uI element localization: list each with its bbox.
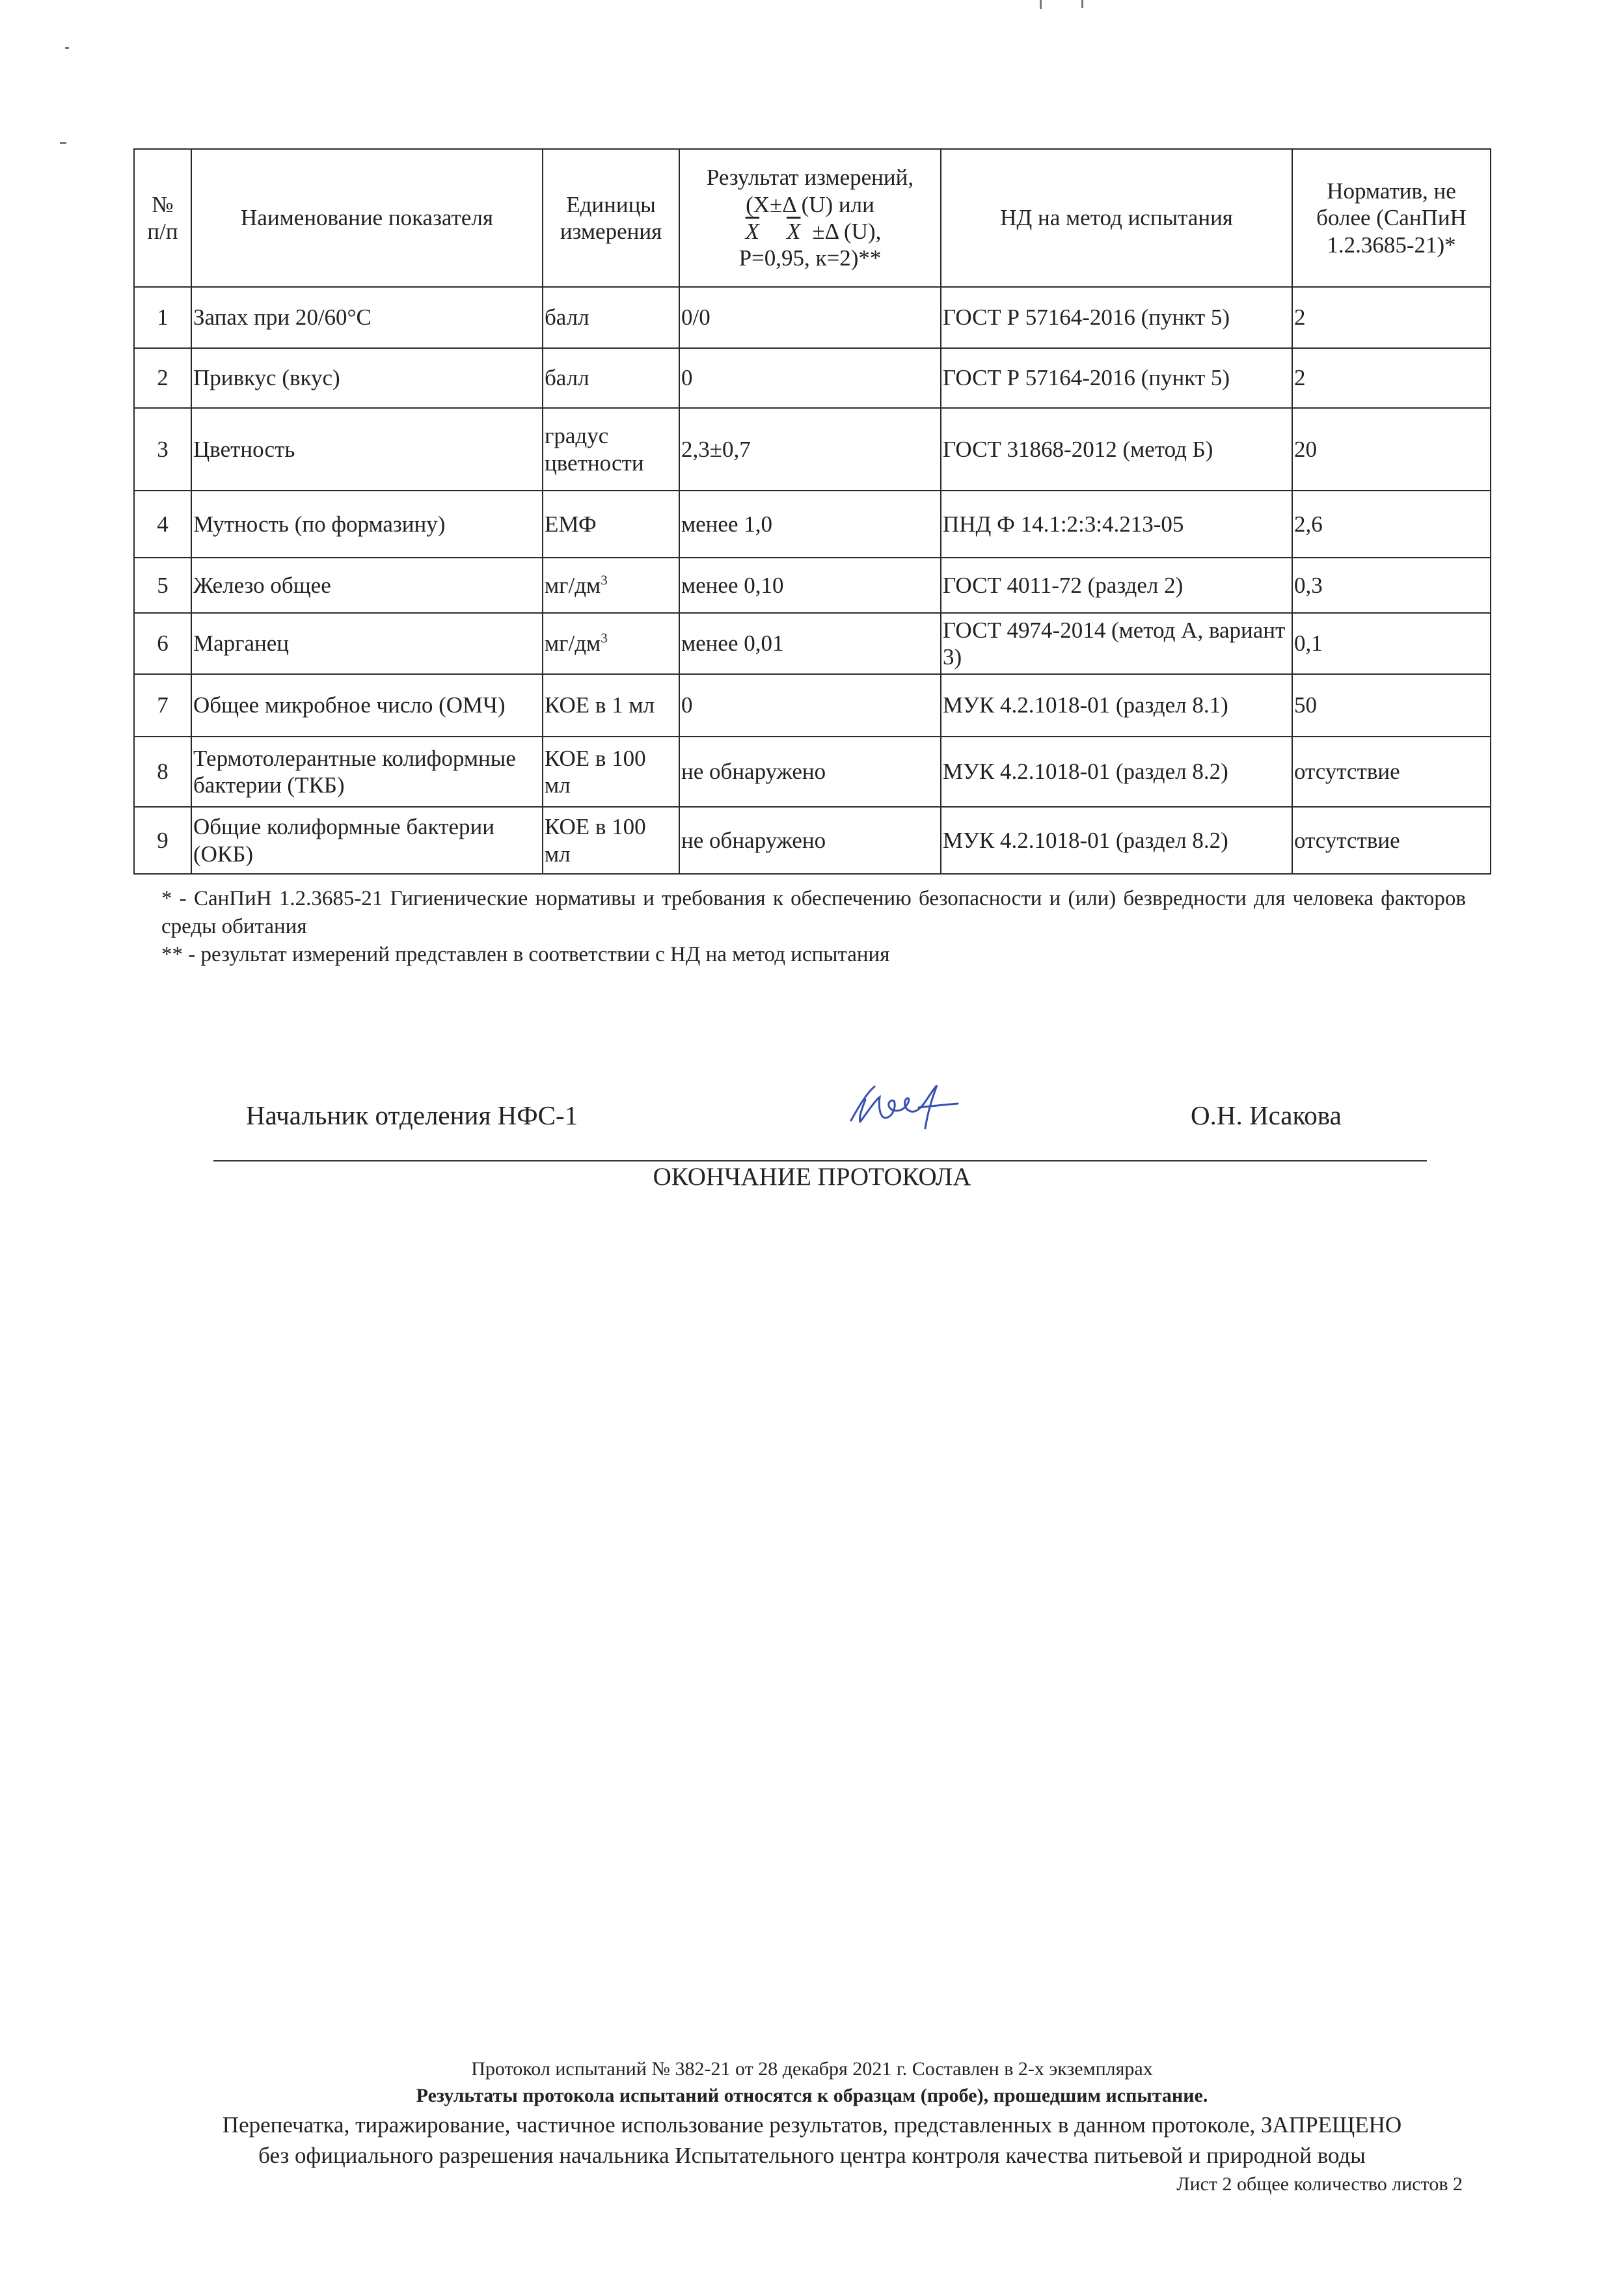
cell-parameter: Общие колиформные бактерии (ОКБ) [191,807,543,874]
table-header-row [134,149,1491,287]
handwritten-signature [846,1080,963,1132]
cell-norm: 0,1 [1292,613,1491,674]
cell-method: ГОСТ 4011-72 (раздел 2) [941,558,1292,613]
table-row [134,348,1491,408]
cell-unit-text: мг/дм [545,631,601,657]
cell-norm: 50 [1292,674,1491,737]
scan-artifact-left [65,47,69,49]
cell-number: 3 [134,408,191,491]
scan-artifact-top-2 [1081,0,1083,8]
cell-norm: отсутствие [1292,807,1491,874]
cell-unit-superscript: 3 [601,630,608,646]
cell-method: ГОСТ Р 57164-2016 (пункт 5) [941,348,1292,408]
header-result-formula-tail: ±Δ (U), [812,219,882,244]
header-parameter: Наименование показателя [191,149,543,287]
cell-number: 5 [134,558,191,613]
cell-unit [543,613,679,674]
cell-parameter: Марганец [191,613,543,674]
cell-result: 0/0 [679,287,941,348]
cell-unit: балл [543,348,679,408]
cell-result: не обнаружено [679,737,941,807]
footer-authorization: без официального разрешения начальника Испытательного центра контроля качества питьевой и природной воды [258,2143,1366,2169]
footnotes [161,885,1466,969]
table-row [134,613,1491,674]
cell-method: МУК 4.2.1018-01 (раздел 8.2) [941,807,1292,874]
cell-parameter: Привкус (вкус) [191,348,543,408]
cell-unit: КОЕ в 1 мл [543,674,679,737]
cell-unit: градус цветности [543,408,679,491]
header-result [679,149,941,287]
cell-unit: балл [543,287,679,348]
cell-parameter: Общее микробное число (ОМЧ) [191,674,543,737]
header-result-xbar-2: $\overline{X}$ [787,219,801,244]
cell-norm: 20 [1292,408,1491,491]
footer-page-info: Лист 2 общее количество листов 2 [1176,2173,1463,2195]
table-row [134,737,1491,807]
header-result-conditions: Р=0,95, к=2)** [738,245,882,271]
end-of-protocol-label: ОКОНЧАНИЕ ПРОТОКОЛА [653,1163,971,1191]
cell-parameter: Железо общее [191,558,543,613]
footer-copy-restriction: Перепечатка, тиражирование, частичное использование результатов, представленных в данном протоколе, ЗАПРЕЩЕНО [222,2112,1402,2138]
footnote-sanpin: * - СанПиН 1.2.3685-21 Гигиенические нормативы и требования к обеспечению безопасности и (или) безвредности для человека факторов среды обитания [161,887,1466,938]
cell-result: менее 1,0 [679,491,941,558]
signatory-title: Начальник отделения НФС-1 [246,1100,578,1130]
header-unit: Единицы измерения [543,149,679,287]
table-row [134,558,1491,613]
cell-number: 9 [134,807,191,874]
cell-unit [543,558,679,613]
header-result-text: Результат измерений, (Х±Δ (U) или [706,165,914,217]
table-row [134,408,1491,491]
footer-results-note: Результаты протокола испытаний относятся к образцам (пробе), прошедшим испытание. [416,2084,1208,2106]
cell-result: 2,3±0,7 [679,408,941,491]
cell-number: 1 [134,287,191,348]
cell-unit: ЕМФ [543,491,679,558]
scan-artifact-left-2 [60,142,66,144]
table-row [134,491,1491,558]
separator-line [213,1160,1427,1161]
cell-norm: 0,3 [1292,558,1491,613]
cell-method: МУК 4.2.1018-01 (раздел 8.1) [941,674,1292,737]
cell-result: не обнаружено [679,807,941,874]
cell-norm: 2,6 [1292,491,1491,558]
cell-method: ГОСТ Р 57164-2016 (пункт 5) [941,287,1292,348]
header-result-xbar-1: $\overline{X}$ [745,219,760,244]
cell-number: 7 [134,674,191,737]
cell-number: 4 [134,491,191,558]
signatory-name: О.Н. Исакова [1191,1100,1342,1130]
cell-parameter: Цветность [191,408,543,491]
scan-artifact-top [1040,0,1042,9]
table-row [134,287,1491,348]
header-norm: Норматив, не более (СанПиН 1.2.3685-21)* [1292,149,1491,287]
cell-norm: 2 [1292,287,1491,348]
table-row [134,674,1491,737]
cell-number: 8 [134,737,191,807]
results-table [133,148,1491,875]
cell-method: ПНД Ф 14.1:2:3:4.213-05 [941,491,1292,558]
page-footer [0,2056,1624,2198]
cell-result: менее 0,01 [679,613,941,674]
footnote-result: ** - результат измерений представлен в соответствии с НД на метод испытания [161,942,890,966]
cell-number: 6 [134,613,191,674]
cell-method: ГОСТ 31868-2012 (метод Б) [941,408,1292,491]
cell-result: 0 [679,674,941,737]
cell-unit-superscript: 3 [601,572,608,588]
cell-unit: КОЕ в 100 мл [543,737,679,807]
cell-method: МУК 4.2.1018-01 (раздел 8.2) [941,737,1292,807]
cell-unit-text: мг/дм [545,572,601,598]
cell-method: ГОСТ 4974-2014 (метод А, вариант 3) [941,613,1292,674]
header-result-formula [739,219,882,244]
footer-protocol-info: Протокол испытаний № 382-21 от 28 декабря 2021 г. Составлен в 2-х экземплярах [471,2058,1153,2080]
header-number: № п/п [134,149,191,287]
header-method: НД на метод испытания [941,149,1292,287]
cell-result: менее 0,10 [679,558,941,613]
cell-norm: 2 [1292,348,1491,408]
cell-unit: КОЕ в 100 мл [543,807,679,874]
table-row [134,807,1491,874]
cell-parameter: Термотолерантные колиформные бактерии (ТКБ) [191,737,543,807]
cell-parameter: Запах при 20/60°С [191,287,543,348]
cell-result: 0 [679,348,941,408]
cell-norm: отсутствие [1292,737,1491,807]
cell-number: 2 [134,348,191,408]
cell-parameter: Мутность (по формазину) [191,491,543,558]
